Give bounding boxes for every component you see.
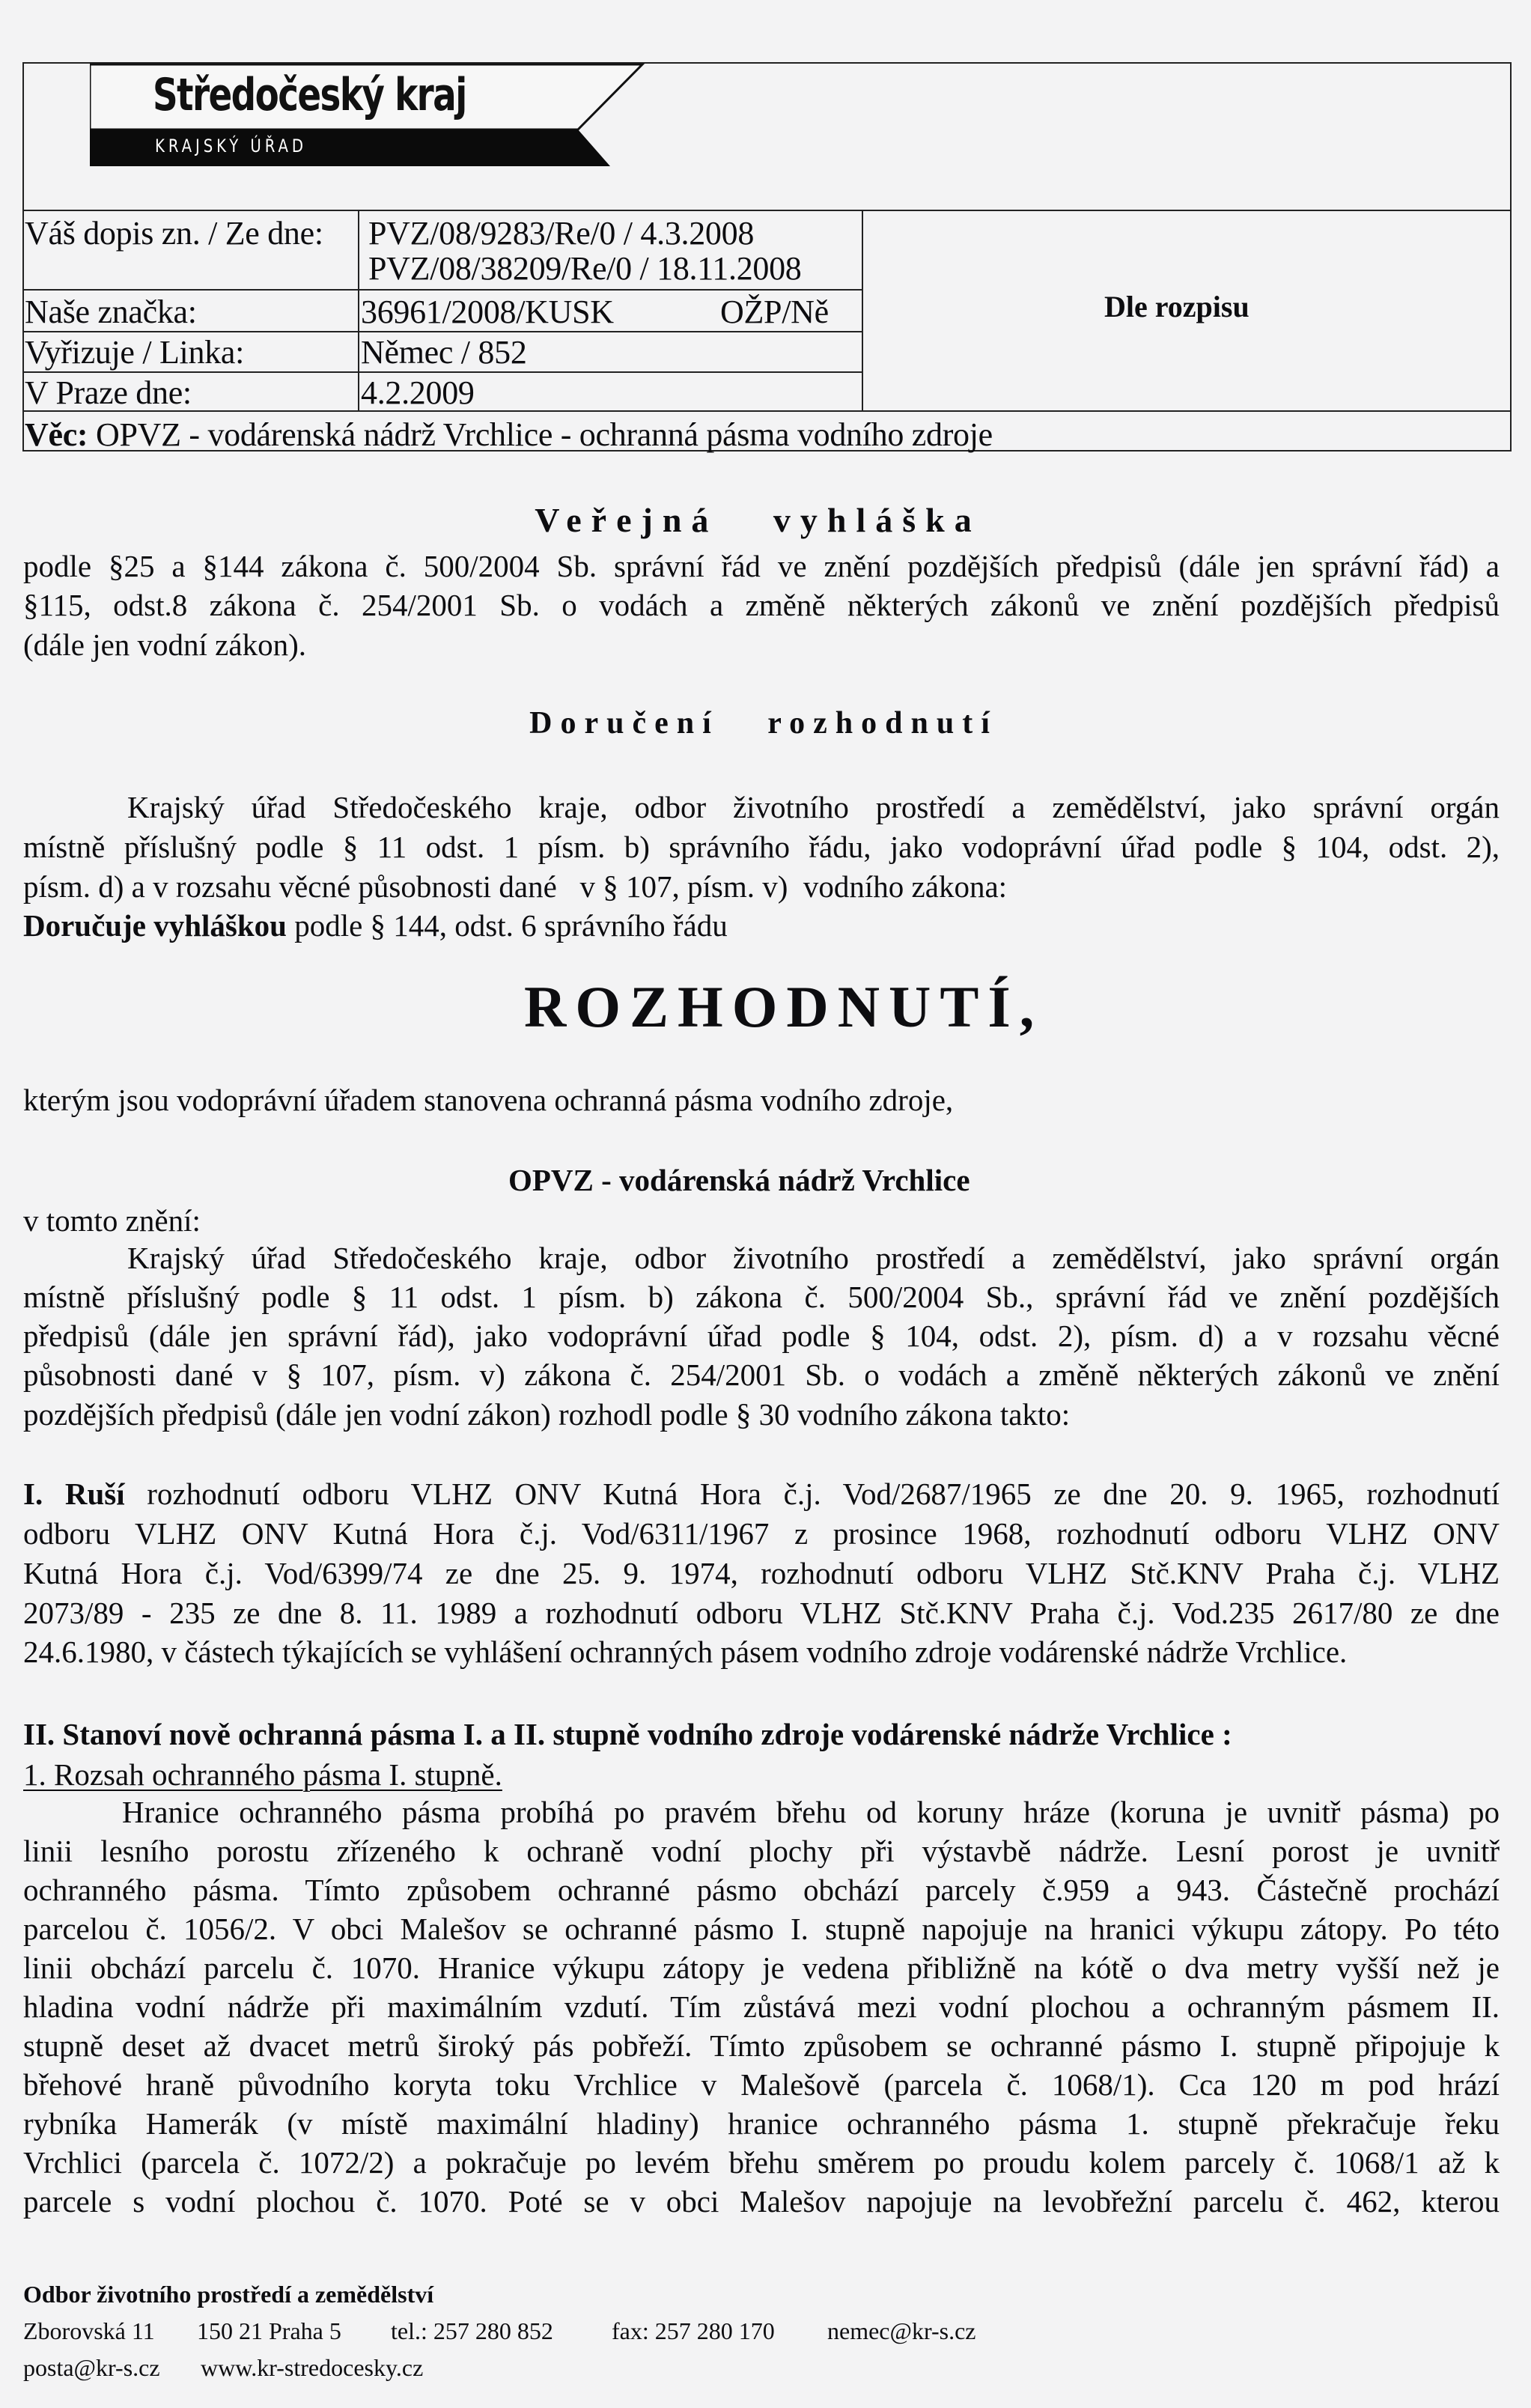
section-2-line: linii obchází parcelu č. 1070. Hranice výkupu zátopy je vedena přibližně na kótě o dva metry vyšší než je	[23, 1951, 1500, 1985]
heading-decision: ROZHODNUTÍ,	[524, 974, 1044, 1039]
section-1-line: 24.6.1980, v částech týkajících se vyhlášení ochranných pásem vodního zdroje vodárenské nádrže Vrchlice.	[23, 1635, 1348, 1669]
in-wording: v tomto znění:	[23, 1203, 201, 1238]
section-2-line: ochranného pásma. Tímto způsobem ochranné pásmo obchází parcely č.959 a 943. Částečně prochází	[23, 1873, 1500, 1907]
footer-fax: fax: 257 280 170	[612, 2317, 775, 2344]
section-1-text: rozhodnutí odboru VLHZ ONV Kutná Hora č.j. Vod/2687/1965 ze dne 20. 9. 1965, rozhodnutí	[124, 1477, 1500, 1511]
delivery-line: Krajský úřad Středočeského kraje, odbor životního prostředí a zemědělství, jako správní orgán	[127, 790, 1500, 824]
heading-public-notice: Veřejná vyhláška	[535, 501, 981, 539]
wording-line: Krajský úřad Středočeského kraje, odbor životního prostředí a zemědělství, jako správní orgán	[127, 1241, 1500, 1275]
label-date: V Praze dne:	[25, 374, 192, 411]
delivery-method-rest: podle § 144, odst. 6 správního řádu	[286, 908, 728, 943]
logo-subtitle: KRAJSKÝ ÚŘAD	[155, 136, 307, 156]
section-2-line: parcelou č. 1056/2. V obci Malešov se ochranné pásmo I. stupně napojuje na hranici výkupu zátopy. Po této	[23, 1912, 1500, 1946]
section-1-line: 2073/89 - 235 ze dne 8. 11. 1989 a rozhodnutí odboru VLHZ Stč.KNV Praha č.j. Vod.235 2617/80 ze dne	[23, 1596, 1500, 1630]
section-1-label: I. Ruší	[23, 1477, 125, 1511]
section-2-line: parcele s vodní plochou č. 1070. Poté se v obci Malešov napojuje na levobřežní parcelu č. 462, kterou	[23, 2184, 1500, 2219]
section-2-subheading	[23, 1755, 1500, 1795]
section-1-line	[23, 1474, 1500, 1514]
delivery-method-bold: Doručuje vyhláškou	[23, 908, 287, 943]
column-divider	[358, 210, 359, 410]
delivery-method	[23, 906, 1500, 946]
section-2-line: rybníka Hamerák (v místě maximální hladiny) hranice ochranného pásma 1. stupně překračuje řeku	[23, 2106, 1500, 2141]
recipient: Dle rozpisu	[1104, 290, 1250, 323]
footer-email-link[interactable]: nemec@kr-s.cz	[827, 2317, 976, 2344]
wording-line: místně příslušný podle § 11 odst. 1 písm. b) zákona č. 500/2004 Sb., správní řád ve znění pozdějších	[23, 1280, 1500, 1314]
section-2-line: břehové hraně původního koryta toku Vrchlice v Malešově (parcela č. 1068/1). Cca 120 m pod hrází	[23, 2067, 1500, 2102]
section-2-heading: II. Stanoví nově ochranná pásma I. a II. stupně vodního zdroje vodárenské nádrže Vrchlice :	[23, 1717, 1232, 1751]
table-top-border	[22, 210, 1512, 211]
value-your-letter-1: PVZ/08/9283/Re/0 / 4.3.2008	[368, 215, 755, 252]
wording-line: pozdějších předpisů (dále jen vodní zákon) rozhodl podle § 30 vodního zákona takto:	[23, 1397, 1071, 1432]
section-2-line: stupně deset až dvacet metrů široký pás pobřeží. Tímto způsobem se ochranné pásmo I. stupně připojuje k	[23, 2028, 1500, 2063]
wording-line: působnosti dané v § 107, písm. v) zákona č. 254/2001 Sb. o vodách a změně některých zákonů ve znění	[23, 1357, 1500, 1392]
value-your-letter-2: PVZ/08/38209/Re/0 / 18.11.2008	[368, 250, 802, 287]
intro-line: (dále jen vodní zákon).	[23, 627, 306, 662]
subject-line	[25, 417, 993, 453]
row-divider	[22, 371, 862, 373]
label-our-ref: Naše značka:	[25, 294, 197, 330]
section-1-line: odboru VLHZ ONV Kutná Hora č.j. Vod/6311/1967 z prosince 1968, rozhodnutí odboru VLHZ ONV	[23, 1516, 1500, 1551]
decision-intro: kterým jsou vodoprávní úřadem stanovena ochranná pásma vodního zdroje,	[23, 1083, 954, 1117]
label-handled-by: Vyřizuje / Linka:	[25, 334, 245, 371]
wording-line: předpisů (dále jen správní řád), jako vodoprávní úřad podle § 104, odst. 2), písm. d) a v rozsahu věcné	[23, 1319, 1500, 1353]
footer-phone: tel.: 257 280 852	[391, 2317, 553, 2344]
intro-line: §115, odst.8 zákona č. 254/2001 Sb. o vodách a změně některých zákonů ve znění pozdějších předpisů	[23, 588, 1500, 622]
delivery-line: místně příslušný podle § 11 odst. 1 písm. b) správního řádu, jako vodoprávní úřad podle § 104, odst. 2),	[23, 830, 1500, 864]
value-handled-by: Němec / 852	[361, 334, 527, 371]
value-our-ref-dept: OŽP/Ně	[720, 294, 829, 330]
section-2-line: hladina vodní nádrže při maximálním vzdutí. Tím zůstává mezi vodní plochou a ochranným pásmem II.	[23, 1989, 1500, 2024]
footer-website-link[interactable]: www.kr-stredocesky.cz	[201, 2354, 424, 2381]
section-2-line: Hranice ochranného pásma probíhá po pravém břehu od koruny hráze (koruna je uvnitř pásma) po	[122, 1795, 1500, 1829]
footer-post-email-link[interactable]: posta@kr-s.cz	[23, 2354, 160, 2381]
value-date: 4.2.2009	[361, 374, 475, 411]
section-1-line: Kutná Hora č.j. Vod/6399/74 ze dne 25. 9. 1974, rozhodnutí odboru VLHZ Stč.KNV Praha č.j. VLHZ	[23, 1556, 1500, 1590]
subject-text: OPVZ - vodárenská nádrž Vrchlice - ochranná pásma vodního zdroje	[96, 416, 993, 453]
delivery-line: písm. d) a v rozsahu věcné působnosti dané v § 107, písm. v) vodního zákona:	[23, 869, 1008, 904]
subject-label: Věc:	[25, 416, 88, 453]
label-your-letter: Váš dopis zn. / Ze dne:	[25, 215, 323, 252]
heading-delivery: Doručení rozhodnutí	[529, 706, 998, 741]
footer-city: 150 21 Praha 5	[197, 2317, 341, 2344]
section-2-line: Vrchlici (parcela č. 1072/2) a pokračuje po levém břehu směrem po proudu kolem parcely č. 1068/1 až k	[23, 2145, 1500, 2180]
row-divider	[22, 331, 862, 332]
footer-department: Odbor životního prostředí a zemědělství	[23, 2281, 434, 2308]
logo-title: Středočeský kraj	[153, 69, 466, 121]
section-2-line: linii lesního porostu zřízeného k ochraně vodní plochy při výstavbě nádrže. Lesní porost je uvnitř	[23, 1834, 1500, 1868]
column-divider	[862, 210, 863, 410]
value-our-ref: 36961/2008/KUSK	[361, 294, 614, 330]
section-2-subheading-text: 1. Rozsah ochranného pásma I. stupně.	[23, 1757, 502, 1792]
intro-line: podle §25 a §144 zákona č. 500/2004 Sb. správní řád ve znění pozdějších předpisů (dále jen správní řád) a	[23, 549, 1500, 583]
row-divider	[22, 289, 862, 291]
footer-street: Zborovská 11	[23, 2317, 155, 2344]
subject-row-divider	[22, 410, 1512, 412]
decision-subject: OPVZ - vodárenská nádrž Vrchlice	[508, 1163, 970, 1197]
